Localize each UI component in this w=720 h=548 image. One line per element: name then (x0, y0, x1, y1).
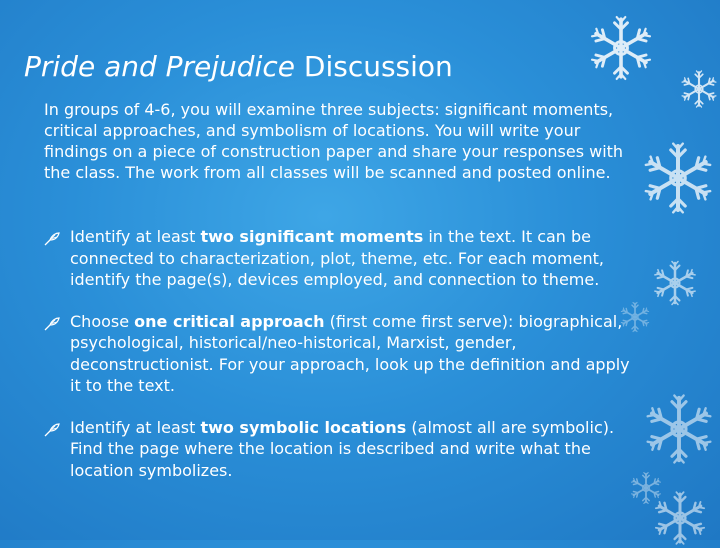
bullet-bold: two symbolic locations (200, 417, 407, 437)
snowflake-icon (638, 138, 718, 218)
bullet-bold: two significant moments (200, 227, 424, 246)
snowflake-icon (640, 390, 718, 468)
title-rest: Discussion (303, 50, 453, 83)
bullet-list (44, 226, 644, 481)
bullet-post: (first come first serve): biographical, psychological, historical/neo-historical, Marxist, gender, deconstructionist. For your approach, look up the definition and apply it to the text. (70, 311, 630, 395)
bullet-item-significant-moments (44, 226, 644, 291)
bullet-pre: Identify at least (70, 417, 201, 437)
bullet-item-critical-approach (44, 311, 644, 397)
feather-icon (44, 230, 60, 252)
feather-icon (44, 421, 60, 443)
bullet-pre: Choose (70, 311, 135, 331)
title-italic: Pride and Prejudice (24, 50, 295, 83)
bullet-post: (almost all are symbolic). Find the page where the location is described and write what the location symbolizes. (70, 417, 615, 480)
snowflake-icon (650, 258, 700, 308)
snowflake-icon (650, 488, 710, 548)
feather-icon (44, 315, 60, 337)
snowflake-icon (585, 12, 657, 84)
bullet-pre: Identify at least (70, 227, 201, 246)
snowflake-icon (678, 68, 720, 110)
bullet-post: in the text. It can be connected to characterization, plot, theme, etc. For each moment, identify the page(s), devices employed, and connection to theme. (70, 227, 604, 289)
page-title (24, 50, 453, 83)
intro-paragraph: In groups of 4-6, you will examine three subjects: significant moments, critical approaches, and symbolism of locations. You will write your findings on a piece of construction paper and share your responses with the class. The work from all classes will be scanned and posted online. (44, 100, 624, 182)
bullet-item-symbolic-locations (44, 417, 644, 482)
bullet-bold: one critical approach (134, 311, 325, 331)
